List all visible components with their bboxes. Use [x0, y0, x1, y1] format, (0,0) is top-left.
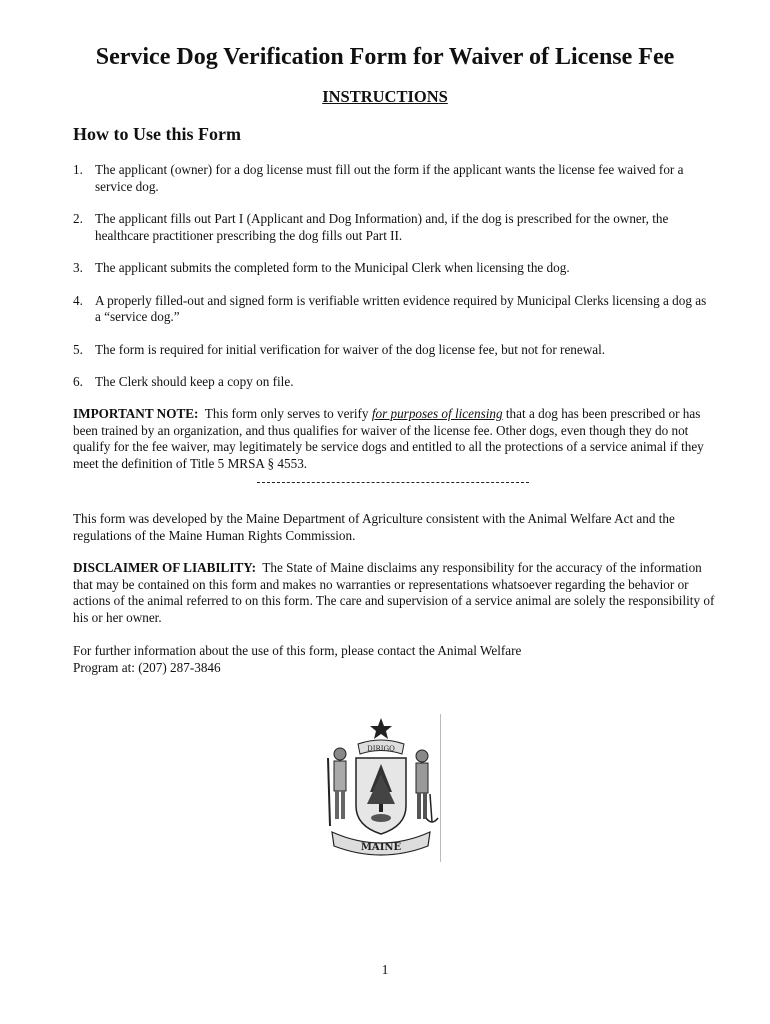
important-note-emphasis: for purposes of licensing — [371, 406, 503, 421]
step-text: The form is required for initial verification for waiver of the dog license fee, but not for renewal. — [95, 341, 606, 357]
list-item — [73, 162, 713, 195]
contact-line: For further information about the use of this form, please contact the Animal Welfare — [73, 643, 522, 658]
step-text: The applicant fills out Part I (Applicant and Dog Information) and, if the dog is prescribed for the owner, the healthcare practitioner prescribing the dog fills out Part II. — [95, 211, 669, 243]
contact-paragraph — [73, 643, 573, 676]
seal-scroll-text: MAINE — [360, 842, 402, 853]
maine-state-seal-icon — [318, 714, 444, 862]
important-note — [73, 406, 723, 472]
step-number: 4. — [73, 292, 83, 308]
step-number: 5. — [73, 341, 83, 357]
list-item — [73, 374, 713, 391]
step-text: The Clerk should keep a copy on file. — [95, 374, 294, 389]
seal-banner-text: DIRIGO — [367, 745, 395, 753]
developed-by-paragraph: This form was developed by the Maine Department of Agriculture consistent with the Animal Welfare Act and the regulations of the Maine Human Rights Commission. — [73, 511, 675, 543]
disclaimer-paragraph — [73, 560, 723, 626]
important-note-label: IMPORTANT NOTE: — [73, 406, 199, 421]
instructions-heading: INSTRUCTIONS — [322, 87, 448, 106]
step-number: 1. — [73, 162, 83, 177]
document-title: Service Dog Verification Form for Waiver of License Fee — [95, 44, 675, 70]
important-note-text: This form only serves to verify — [204, 406, 369, 421]
step-number: 2. — [73, 211, 83, 226]
section-divider — [257, 482, 529, 483]
list-item — [73, 260, 713, 277]
step-text: A properly filled-out and signed form is verifiable written evidence required by Municipal Clerks licensing a dog as a “service dog.” — [95, 292, 707, 324]
list-item — [73, 211, 713, 244]
step-text: The applicant (owner) for a dog license must fill out the form if the applicant wants the license fee waived for a service dog. — [95, 162, 684, 194]
contact-phone: Program at: (207) 287-3846 — [73, 659, 221, 675]
list-item — [73, 293, 713, 326]
seal-divider-line — [440, 714, 441, 862]
page-number: 1 — [381, 962, 389, 977]
step-number: 3. — [73, 260, 83, 275]
list-item — [73, 342, 713, 359]
instruction-list — [73, 162, 713, 407]
disclaimer-label: DISCLAIMER OF LIABILITY: — [73, 560, 256, 575]
important-note-text-rest: that a dog has been prescribed or has been trained by an organization, and thus qualifies for waiver of the license fee. Other dogs, even though they do not qualify for the fee waiver, may legitimately be service dogs and entitled to all the protections of a service animal if they meet the definition of Title 5 MRSA § 4553. — [73, 406, 704, 471]
step-text: The applicant submits the completed form to the Municipal Clerk when licensing the dog. — [95, 260, 570, 275]
disclaimer-text: The State of Maine disclaims any responsibility for the accuracy of the information that may be contained on this form and makes no warranties or representations whatsoever regarding the behavior or actions of the animal referred to on this form. The care and supervision of a service animal are solely the responsibility of his or her owner. — [73, 560, 715, 625]
section-heading: How to Use this Form — [73, 124, 241, 144]
step-number: 6. — [73, 374, 83, 389]
